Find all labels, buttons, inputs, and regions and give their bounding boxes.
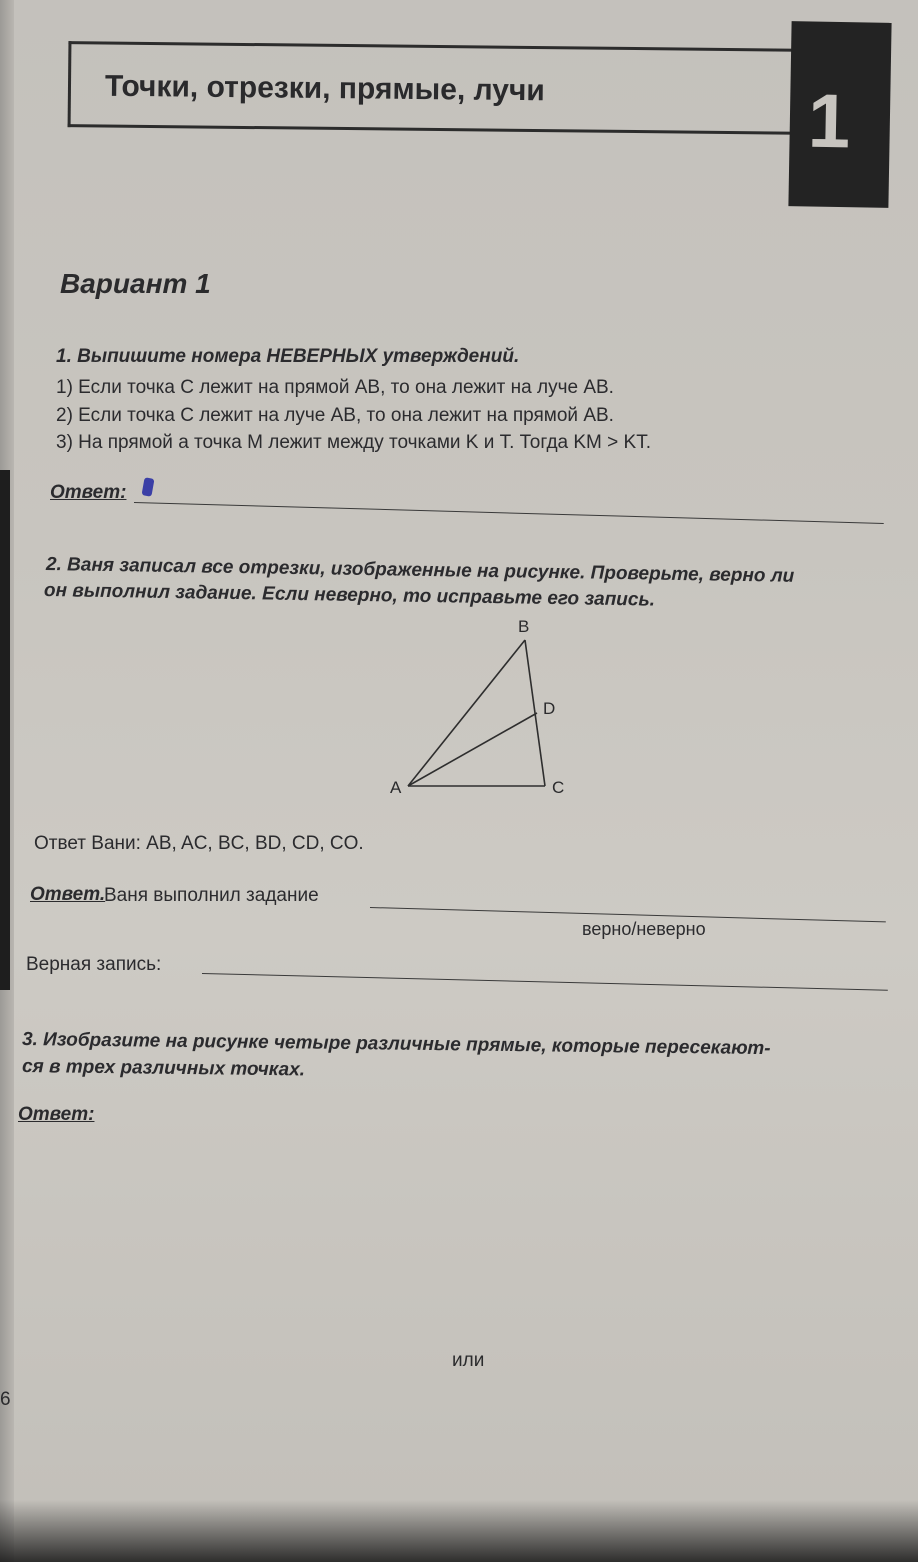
q1-answer-label: Ответ: [50, 482, 127, 503]
q1-title: 1. Выпишите номера НЕВЕРНЫХ утверждений. [56, 346, 520, 367]
or-label: или [452, 1350, 485, 1371]
label-a: A [390, 778, 402, 797]
variant-heading: Вариант 1 [60, 268, 211, 299]
correct-record-label: Верная запись: [26, 954, 162, 975]
q1-statement-2: 2) Если точка C лежит на луче AB, то она лежит на прямой AB. [56, 405, 614, 426]
ink-mark [142, 477, 155, 496]
correct-record-line[interactable] [202, 973, 888, 991]
bottom-shadow [0, 1500, 918, 1562]
q2-answer-text: Ваня выполнил задание [104, 885, 319, 906]
segment-ad [408, 713, 537, 786]
label-d: D [543, 699, 556, 718]
page-number: 6 [0, 1389, 11, 1410]
triangle-figure [380, 610, 600, 810]
label-b: B [518, 617, 530, 636]
chapter-number: 1 [807, 78, 852, 165]
q2-answer-label: Ответ. [30, 884, 106, 905]
q2-text-line-1: 2. Ваня записал все отрезки, изображенные на рисунке. Проверьте, верно ли [45, 554, 795, 587]
binding-shadow [0, 470, 10, 990]
label-c: C [552, 778, 565, 797]
segment-bc [525, 640, 545, 786]
q3-text-line-1: 3. Изобразите на рисунке четыре различные прямые, которые пересекают- [21, 1029, 771, 1060]
vanya-answer: Ответ Вани: AB, AC, BC, BD, CD, CO. [34, 833, 364, 854]
segment-ab [408, 640, 525, 786]
q3-text-line-2: ся в трех различных точках. [21, 1056, 306, 1081]
page-title: Точки, отрезки, прямые, лучи [104, 69, 545, 108]
q1-answer-line[interactable] [134, 502, 884, 524]
q1-statement-3: 3) На прямой a точка M лежит между точками K и T. Тогда KM > KT. [56, 432, 651, 453]
q1-statement-1: 1) Если точка C лежит на прямой AB, то она лежит на луче AB. [56, 377, 614, 398]
q3-answer-label: Ответ: [18, 1104, 95, 1125]
q2-text-line-2: он выполнил задание. Если неверно, то исправьте его запись. [43, 580, 656, 611]
q2-hint: верно/неверно [582, 919, 706, 939]
